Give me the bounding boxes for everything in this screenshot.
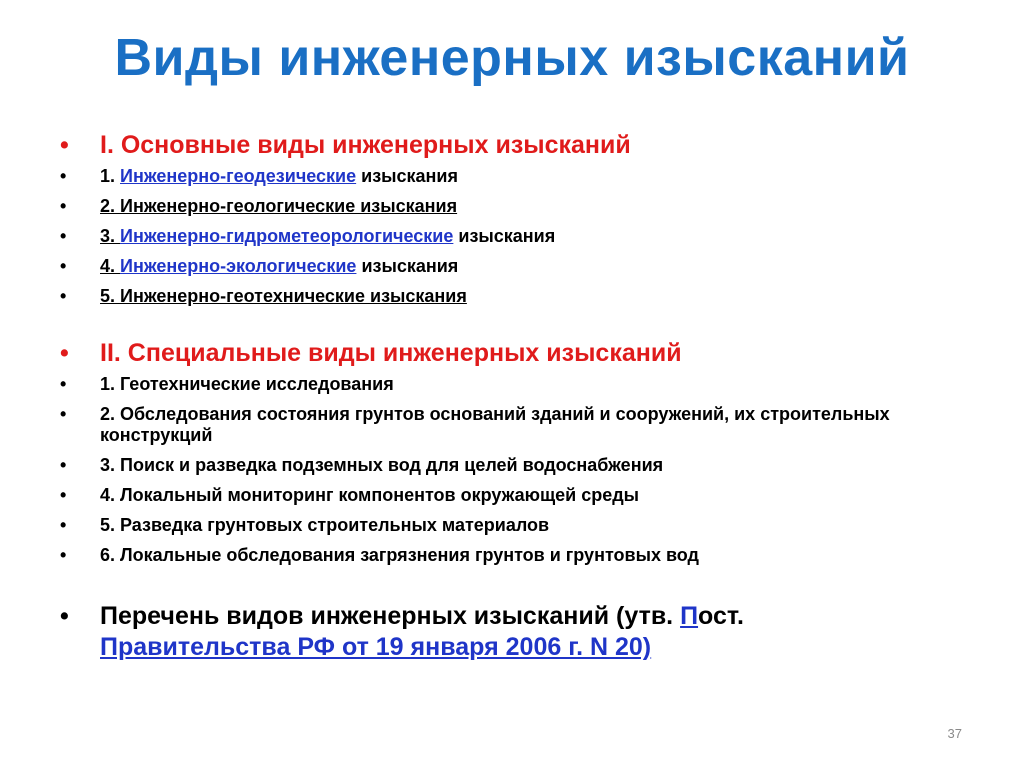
item-number: 4. [100, 256, 121, 276]
item-rest: изыскания [356, 166, 458, 186]
item-number: 1. [100, 166, 121, 186]
page-number: 37 [947, 726, 962, 741]
list-item [58, 455, 978, 476]
bullet-icon: • [60, 455, 67, 475]
bullet-icon: • [60, 602, 69, 630]
regulation-link[interactable]: Правительства РФ от 19 января 2006 г. N 20) [100, 633, 652, 661]
section-2-heading [58, 338, 978, 368]
list-item [58, 404, 978, 446]
bullet-icon: • [60, 515, 67, 535]
list-item [58, 196, 978, 217]
bullet-icon: • [60, 196, 67, 216]
bullet-icon: • [60, 131, 69, 159]
list-item [58, 256, 978, 277]
list-item [58, 286, 978, 307]
slide-title: Виды инженерных изысканий [114, 29, 910, 87]
link-geodetic[interactable]: Инженерно-геодезические [120, 166, 357, 186]
bullet-icon: • [60, 404, 67, 424]
regulation-item [58, 601, 978, 663]
list-item-text: 2. Обследования состояния грунтов оснований зданий и сооружений, их строительных конструкций [100, 404, 890, 445]
bullet-icon: • [60, 485, 67, 505]
list-item-text: 1. Геотехнические исследования [100, 374, 394, 394]
spacer [58, 316, 978, 338]
list-item [58, 166, 978, 187]
list-item-text: 6. Локальные обследования загрязнения грунтов и грунтовых вод [100, 545, 699, 565]
regulation-link-p[interactable]: П [680, 602, 699, 630]
section-2-heading-text: II. Специальные виды инженерных изысканий [100, 339, 682, 367]
list-item [58, 374, 978, 395]
bullet-icon: • [60, 166, 67, 186]
list-item [58, 545, 978, 566]
section-1-heading-text: I. Основные виды инженерных изысканий [100, 131, 631, 159]
list-item-text: 3. Поиск и разведка подземных вод для целей водоснабжения [100, 455, 664, 475]
list-item [58, 226, 978, 247]
list-item [58, 485, 978, 506]
bullet-list [58, 130, 978, 663]
regulation-text-ost: ост. [698, 602, 744, 630]
item-rest: изыскания [356, 256, 459, 276]
bullet-icon: • [60, 256, 67, 276]
bullet-icon: • [60, 286, 67, 306]
bullet-icon: • [60, 226, 67, 246]
bullet-icon: • [60, 339, 69, 367]
link-geotechnical[interactable]: 5. Инженерно-геотехнические изыскания [100, 286, 467, 306]
item-rest: изыскания [453, 226, 556, 246]
link-ecological[interactable]: Инженерно-экологические [120, 256, 357, 276]
link-geological[interactable]: 2. Инженерно-геологические изыскания [100, 196, 458, 216]
list-item [58, 515, 978, 536]
link-hydrometeorological[interactable]: Инженерно-гидрометеорологические [120, 226, 454, 246]
list-item-text: 4. Локальный мониторинг компонентов окружающей среды [100, 485, 640, 505]
item-number: 3. [100, 226, 121, 246]
spacer [58, 575, 978, 597]
list-item-text: 5. Разведка грунтовых строительных материалов [100, 515, 550, 535]
regulation-text: Перечень видов инженерных изысканий (утв. [100, 602, 681, 630]
bullet-icon: • [60, 374, 67, 394]
section-1-heading [58, 130, 978, 160]
bullet-icon: • [60, 545, 67, 565]
